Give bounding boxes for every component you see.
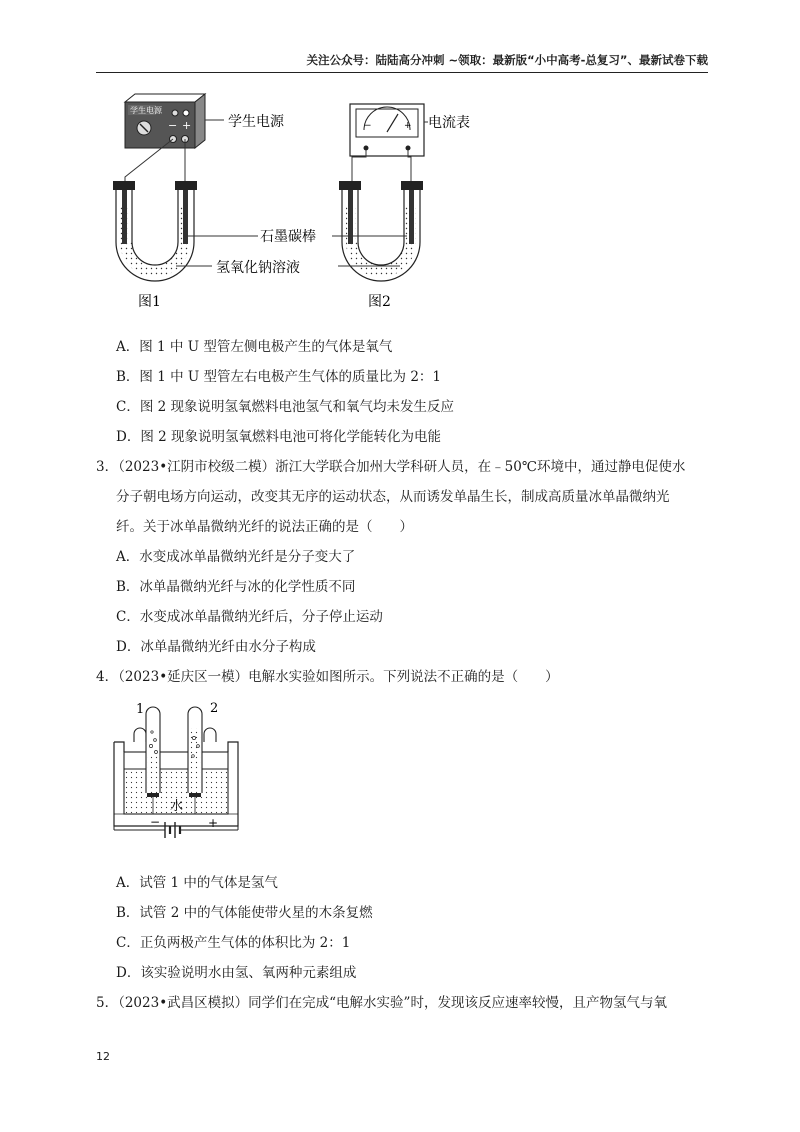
page-header: 关注公众号：陆陆高分冲刺 ~领取：最新版“小中高考-总复习”、最新试卷下载 — [306, 53, 708, 67]
svg-text:−: − — [364, 121, 372, 131]
label-solution: 氢氧化钠溶液 — [216, 260, 300, 276]
water-label: 水 — [170, 799, 184, 814]
test-tube-1 — [146, 707, 160, 793]
water-electrolysis-figure — [110, 696, 250, 838]
q3-option-b[interactable]: B．冰单晶微纳光纤与冰的化学性质不同 — [116, 579, 356, 595]
label-power: 学生电源 — [228, 114, 284, 130]
battery-icon — [114, 822, 238, 838]
q2-option-b[interactable]: B．图 1 中 U 型管左右电极产生气体的质量比为 2：1 — [116, 369, 442, 385]
q4-option-b[interactable]: B．试管 2 中的气体能使带火星的木条复燃 — [116, 905, 373, 921]
page-number: 12 — [96, 1050, 110, 1063]
q3-option-a[interactable]: A．水变成冰单晶微纳光纤是分子变大了 — [116, 549, 356, 565]
q3-stem-line-2: 分子朝电场方向运动，改变其无序的运动状态，从而诱发单晶生长，制成高质量冰单晶微纳光 — [116, 489, 670, 505]
power-supply-icon — [125, 94, 205, 148]
q2-option-c[interactable]: C．图 2 现象说明氢氧燃料电池氢气和氧气均未发生反应 — [116, 399, 455, 415]
caption-fig2: 图2 — [368, 294, 391, 310]
q3-option-c[interactable]: C．水变成冰单晶微纳光纤后，分子停止运动 — [116, 609, 383, 625]
q3-option-d[interactable]: D．冰单晶微纳光纤由水分子构成 — [116, 639, 316, 655]
ammeter-icon — [350, 104, 424, 156]
q2-option-d[interactable]: D．图 2 现象说明氢氧燃料电池可将化学能转化为电能 — [116, 429, 441, 445]
q3-stem-line-1: 3．（2023•江阴市校级二模）浙江大学联合加州大学科研人员，在﹣50℃环境中，通过静电促使水 — [96, 459, 686, 475]
plus-label: + — [208, 816, 219, 830]
minus-label: − — [150, 815, 161, 829]
test-tube-2 — [188, 707, 202, 793]
q4-option-a[interactable]: A．试管 1 中的气体是氢气 — [116, 875, 278, 891]
q4-option-c[interactable]: C．正负两极产生气体的体积比为 2：1 — [116, 935, 351, 951]
tube2-label: 2 — [210, 701, 219, 716]
q4-stem: 4．（2023•延庆区一模）电解水实验如图所示。下列说法不正确的是（ ） — [96, 669, 559, 685]
header-rule — [96, 72, 708, 73]
label-ammeter: 电流表 — [428, 115, 470, 131]
q3-stem-line-3: 纤。关于冰单晶微纳光纤的说法正确的是（ ） — [116, 519, 413, 535]
electrolysis-figure — [100, 92, 520, 316]
svg-text:+: + — [404, 121, 412, 131]
q5-stem: 5．（2023•武昌区模拟）同学们在完成“电解水实验”时，发现该反应速率较慢，且产物氢气与氧 — [96, 995, 667, 1011]
power-plus-label: + — [182, 119, 192, 132]
q4-option-d[interactable]: D．该实验说明水由氢、氧两种元素组成 — [116, 965, 357, 981]
power-minus-label: − — [168, 119, 178, 132]
power-panel-label: 学生电源 — [130, 106, 162, 115]
label-electrode: 石墨碳棒 — [260, 229, 316, 245]
caption-fig1: 图1 — [138, 294, 161, 310]
tube1-label: 1 — [136, 702, 145, 717]
q2-option-a[interactable]: A．图 1 中 U 型管左侧电极产生的气体是氧气 — [116, 339, 393, 355]
